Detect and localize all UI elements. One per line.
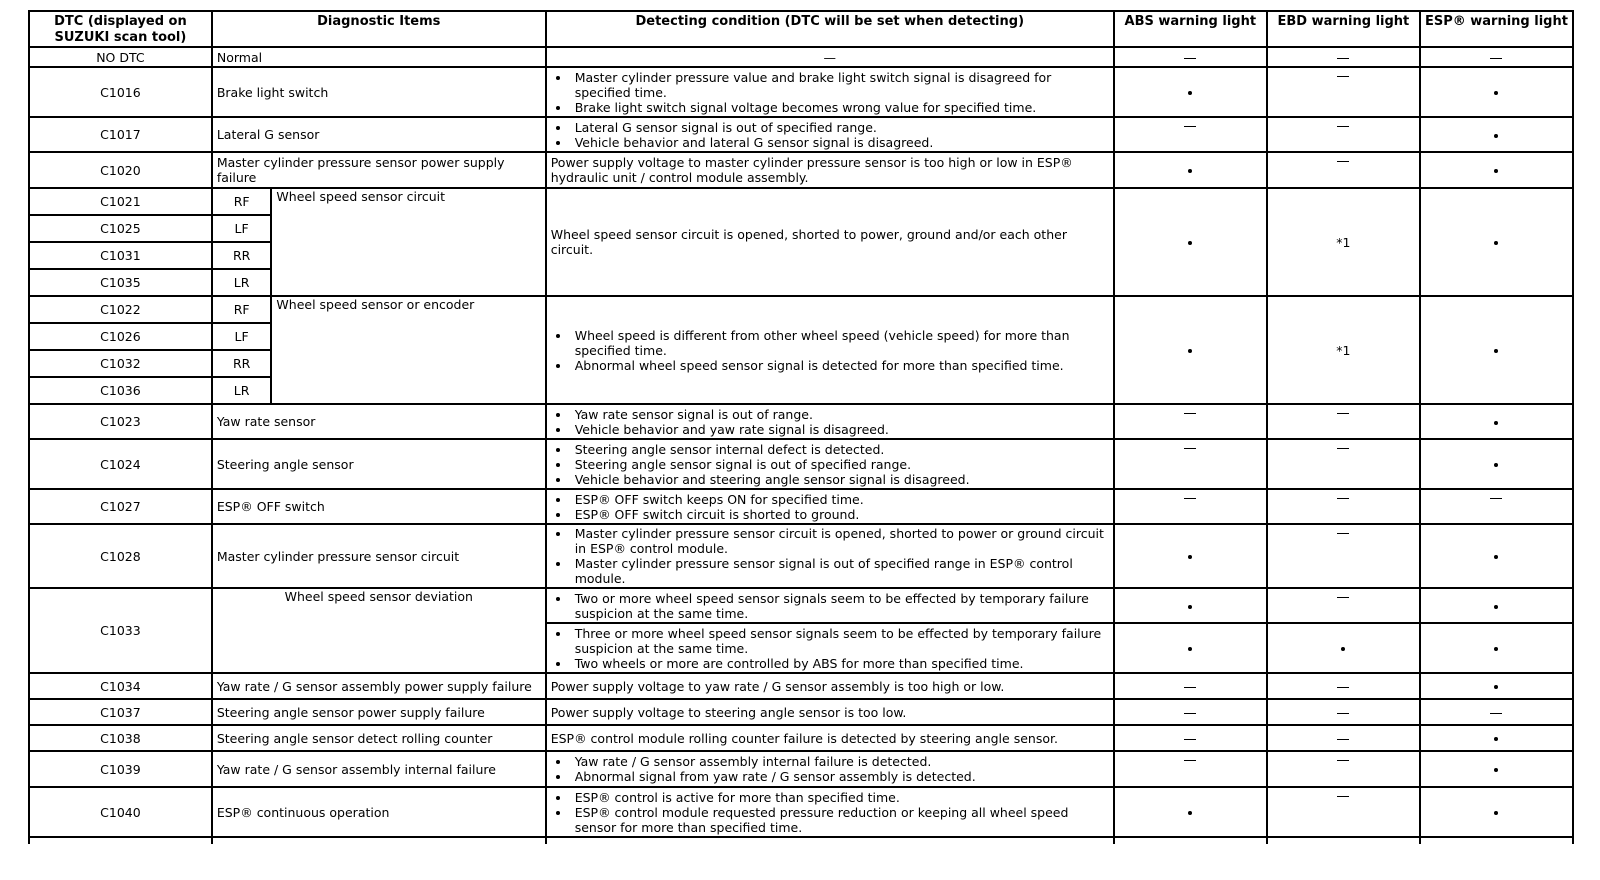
abs-indicator	[1114, 47, 1267, 67]
detecting-condition	[546, 117, 1114, 152]
dtc-code: C1024	[29, 439, 212, 489]
esp-indicator	[1420, 673, 1573, 699]
light-on-dot	[1494, 421, 1498, 425]
light-on-dot	[1494, 685, 1498, 689]
table-row-cutoff	[29, 837, 1573, 844]
ebd-indicator	[1267, 725, 1420, 751]
esp-indicator	[1420, 787, 1573, 837]
abs-indicator	[1114, 588, 1267, 623]
light-on-dot	[1494, 647, 1498, 651]
condition-item: Steering angle sensor internal defect is detected.	[575, 442, 1109, 457]
ebd-indicator	[1267, 67, 1420, 117]
dtc-code: C1034	[29, 673, 212, 699]
detecting-condition	[546, 751, 1114, 787]
esp-indicator	[1420, 152, 1573, 188]
condition-item: ESP® OFF switch keeps ON for specified time.	[575, 492, 1109, 507]
not-applicable-dash	[1490, 713, 1502, 714]
not-applicable-dash	[1337, 739, 1349, 740]
not-applicable-dash	[1337, 413, 1349, 414]
condition-item: Vehicle behavior and steering angle sensor signal is disagreed.	[575, 472, 1109, 487]
not-applicable-dash	[1184, 687, 1196, 688]
ebd-indicator	[1267, 673, 1420, 699]
esp-indicator	[1420, 188, 1573, 296]
footnote-mark: *1	[1336, 342, 1351, 358]
cutoff-cell	[212, 837, 546, 844]
esp-indicator	[1420, 296, 1573, 404]
light-on-dot	[1188, 349, 1192, 353]
ebd-indicator	[1267, 588, 1420, 623]
abs-indicator	[1114, 404, 1267, 439]
light-on-dot	[1494, 349, 1498, 353]
not-applicable-dash	[1184, 739, 1196, 740]
detecting-condition: Power supply voltage to steering angle sensor is too low.	[546, 699, 1114, 725]
header-detecting-condition: Detecting condition (DTC will be set when detecting)	[546, 11, 1114, 47]
header-ebd-light: EBD warning light	[1267, 11, 1420, 47]
abs-indicator	[1114, 524, 1267, 588]
dtc-code: C1035	[29, 269, 212, 296]
detecting-condition: Wheel speed sensor circuit is opened, shorted to power, ground and/or each other circuit.	[546, 188, 1114, 296]
cutoff-cell	[1114, 837, 1267, 844]
not-applicable-dash	[1337, 126, 1349, 127]
abs-indicator	[1114, 751, 1267, 787]
condition-list	[551, 790, 1109, 835]
not-applicable-dash	[1490, 498, 1502, 499]
cutoff-cell	[546, 837, 1114, 844]
esp-indicator	[1420, 751, 1573, 787]
detecting-condition	[546, 296, 1114, 404]
dtc-code: C1033	[29, 588, 212, 673]
condition-item: Abnormal wheel speed sensor signal is detected for more than specified time.	[575, 358, 1109, 373]
abs-indicator	[1114, 699, 1267, 725]
ebd-indicator	[1267, 751, 1420, 787]
light-on-dot	[1188, 91, 1192, 95]
esp-indicator	[1420, 439, 1573, 489]
diagnostic-item: Steering angle sensor power supply failure	[212, 699, 546, 725]
condition-list	[551, 442, 1109, 487]
diagnostic-item: ESP® continuous operation	[212, 787, 546, 837]
diagnostic-item: Wheel speed sensor deviation	[212, 588, 546, 673]
table-row	[29, 152, 1573, 188]
not-applicable-dash	[1184, 498, 1196, 499]
ebd-indicator	[1267, 404, 1420, 439]
condition-list	[551, 328, 1109, 373]
abs-indicator	[1114, 67, 1267, 117]
abs-indicator	[1114, 725, 1267, 751]
table-row	[29, 699, 1573, 725]
condition-list	[551, 70, 1109, 115]
light-on-dot	[1494, 169, 1498, 173]
wheel-position: LR	[212, 377, 272, 404]
dtc-code: NO DTC	[29, 47, 212, 67]
light-on-dot	[1188, 605, 1192, 609]
table-row	[29, 404, 1573, 439]
esp-indicator	[1420, 404, 1573, 439]
table-row	[29, 188, 1573, 215]
condition-list	[551, 626, 1109, 671]
diagnostic-item: Master cylinder pressure sensor circuit	[212, 524, 546, 588]
light-on-dot	[1188, 555, 1192, 559]
ebd-indicator	[1267, 152, 1420, 188]
abs-indicator	[1114, 673, 1267, 699]
light-on-dot	[1188, 811, 1192, 815]
not-applicable-dash	[1337, 687, 1349, 688]
detecting-condition	[546, 439, 1114, 489]
abs-indicator	[1114, 439, 1267, 489]
condition-item: Three or more wheel speed sensor signals seem to be effected by temporary failure suspicion at the same time.	[575, 626, 1109, 656]
abs-indicator	[1114, 489, 1267, 524]
not-applicable-dash	[1337, 796, 1349, 797]
detecting-condition	[546, 588, 1114, 623]
table-row	[29, 67, 1573, 117]
detecting-condition: ESP® control module rolling counter failure is detected by steering angle sensor.	[546, 725, 1114, 751]
not-applicable-dash	[1337, 713, 1349, 714]
table-row	[29, 296, 1573, 323]
wheel-position: LF	[212, 323, 272, 350]
condition-list	[551, 591, 1109, 621]
condition-item: ESP® control is active for more than specified time.	[575, 790, 1109, 805]
table-row	[29, 787, 1573, 837]
light-on-dot	[1494, 811, 1498, 815]
table-row	[29, 524, 1573, 588]
condition-item: Steering angle sensor signal is out of specified range.	[575, 457, 1109, 472]
condition-list	[551, 407, 1109, 437]
diagnostic-item: Brake light switch	[212, 67, 546, 117]
detecting-condition	[546, 524, 1114, 588]
footnote-mark: *1	[1336, 234, 1351, 250]
abs-indicator	[1114, 117, 1267, 152]
esp-indicator	[1420, 588, 1573, 623]
condition-item: Yaw rate sensor signal is out of range.	[575, 407, 1109, 422]
diagnostic-item: Yaw rate / G sensor assembly power supply failure	[212, 673, 546, 699]
dtc-table	[28, 10, 1574, 844]
diagnostic-item: ESP® OFF switch	[212, 489, 546, 524]
condition-item: Master cylinder pressure value and brake light switch signal is disagreed for specified time.	[575, 70, 1109, 100]
not-applicable-dash	[1184, 760, 1196, 761]
dtc-code: C1039	[29, 751, 212, 787]
ebd-indicator	[1267, 489, 1420, 524]
dtc-code: C1021	[29, 188, 212, 215]
condition-list	[551, 526, 1109, 586]
dtc-code: C1028	[29, 524, 212, 588]
diagnostic-item: Normal	[212, 47, 546, 67]
dtc-code: C1032	[29, 350, 212, 377]
light-on-dot	[1494, 737, 1498, 741]
light-on-dot	[1494, 91, 1498, 95]
wheel-position: RR	[212, 350, 272, 377]
not-applicable-dash	[1337, 498, 1349, 499]
not-applicable-dash	[1337, 58, 1349, 59]
dtc-code: C1017	[29, 117, 212, 152]
detecting-condition	[546, 623, 1114, 673]
dtc-code: C1027	[29, 489, 212, 524]
wheel-position: RF	[212, 296, 272, 323]
ebd-indicator	[1267, 524, 1420, 588]
detecting-condition	[546, 404, 1114, 439]
light-on-dot	[1494, 463, 1498, 467]
condition-item: ESP® control module requested pressure reduction or keeping all wheel speed sensor for more than specified time.	[575, 805, 1109, 835]
condition-item: Wheel speed is different from other wheel speed (vehicle speed) for more than specified time.	[575, 328, 1109, 358]
wheel-position: RF	[212, 188, 272, 215]
ebd-indicator	[1267, 439, 1420, 489]
condition-item: Master cylinder pressure sensor signal is out of specified range in ESP® control module.	[575, 556, 1109, 586]
detecting-condition	[546, 787, 1114, 837]
esp-indicator	[1420, 699, 1573, 725]
condition-item: Vehicle behavior and yaw rate signal is disagreed.	[575, 422, 1109, 437]
header-dtc: DTC (displayed on SUZUKI scan tool)	[29, 11, 212, 47]
table-row	[29, 47, 1573, 67]
detecting-condition: Power supply voltage to yaw rate / G sensor assembly is too high or low.	[546, 673, 1114, 699]
wheel-position: LR	[212, 269, 272, 296]
light-on-dot	[1341, 647, 1345, 651]
esp-indicator	[1420, 489, 1573, 524]
cutoff-cell	[1267, 837, 1420, 844]
header-abs-light: ABS warning light	[1114, 11, 1267, 47]
ebd-indicator	[1267, 188, 1420, 296]
condition-list	[551, 754, 1109, 784]
table-row	[29, 489, 1573, 524]
detecting-condition	[546, 67, 1114, 117]
diagnostic-item: Steering angle sensor	[212, 439, 546, 489]
not-applicable-dash	[1337, 597, 1349, 598]
condition-item: Brake light switch signal voltage becomes wrong value for specified time.	[575, 100, 1109, 115]
diagnostic-item: Wheel speed sensor circuit	[271, 188, 545, 296]
table-row	[29, 725, 1573, 751]
light-on-dot	[1494, 605, 1498, 609]
diagnostic-item: Lateral G sensor	[212, 117, 546, 152]
header-row	[29, 11, 1573, 47]
dtc-code: C1036	[29, 377, 212, 404]
abs-indicator	[1114, 188, 1267, 296]
abs-indicator	[1114, 296, 1267, 404]
table-row	[29, 751, 1573, 787]
not-applicable-dash	[1337, 448, 1349, 449]
light-on-dot	[1188, 169, 1192, 173]
esp-indicator	[1420, 623, 1573, 673]
not-applicable-dash	[1184, 448, 1196, 449]
diagnostic-item: Wheel speed sensor or encoder	[271, 296, 545, 404]
abs-indicator	[1114, 787, 1267, 837]
condition-item: Two wheels or more are controlled by ABS for more than specified time.	[575, 656, 1109, 671]
dtc-code: C1037	[29, 699, 212, 725]
not-applicable-dash	[1337, 76, 1349, 77]
table-row	[29, 588, 1573, 623]
esp-indicator	[1420, 117, 1573, 152]
condition-list	[551, 492, 1109, 522]
condition-item: Vehicle behavior and lateral G sensor signal is disagreed.	[575, 135, 1109, 150]
condition-item: Master cylinder pressure sensor circuit is opened, shorted to power or ground circuit in ESP® control module.	[575, 526, 1109, 556]
not-applicable-dash	[1184, 413, 1196, 414]
detecting-condition: —	[546, 47, 1114, 67]
ebd-indicator	[1267, 623, 1420, 673]
condition-item: ESP® OFF switch circuit is shorted to ground.	[575, 507, 1109, 522]
table-row	[29, 117, 1573, 152]
diagnostic-item: Yaw rate / G sensor assembly internal failure	[212, 751, 546, 787]
dtc-code: C1016	[29, 67, 212, 117]
condition-item: Yaw rate / G sensor assembly internal failure is detected.	[575, 754, 1109, 769]
dtc-code: C1026	[29, 323, 212, 350]
condition-list	[551, 120, 1109, 150]
cutoff-cell	[1420, 837, 1573, 844]
not-applicable-dash	[1337, 533, 1349, 534]
dtc-code: C1031	[29, 242, 212, 269]
ebd-indicator	[1267, 787, 1420, 837]
dtc-code: C1025	[29, 215, 212, 242]
light-on-dot	[1494, 241, 1498, 245]
diagnostic-item: Master cylinder pressure sensor power supply failure	[212, 152, 546, 188]
dtc-code: C1020	[29, 152, 212, 188]
table-row	[29, 439, 1573, 489]
condition-item: Two or more wheel speed sensor signals seem to be effected by temporary failure suspicion at the same time.	[575, 591, 1109, 621]
ebd-indicator	[1267, 699, 1420, 725]
not-applicable-dash	[1184, 58, 1196, 59]
not-applicable-dash	[1184, 126, 1196, 127]
wheel-position: LF	[212, 215, 272, 242]
abs-indicator	[1114, 152, 1267, 188]
dtc-code: C1023	[29, 404, 212, 439]
diagnostic-item: Steering angle sensor detect rolling counter	[212, 725, 546, 751]
esp-indicator	[1420, 67, 1573, 117]
ebd-indicator	[1267, 296, 1420, 404]
ebd-indicator	[1267, 117, 1420, 152]
detecting-condition	[546, 489, 1114, 524]
ebd-indicator	[1267, 47, 1420, 67]
esp-indicator	[1420, 47, 1573, 67]
dtc-code: C1022	[29, 296, 212, 323]
light-on-dot	[1188, 241, 1192, 245]
cutoff-cell	[29, 837, 212, 844]
not-applicable-dash	[1184, 713, 1196, 714]
not-applicable-dash	[1337, 161, 1349, 162]
esp-indicator	[1420, 524, 1573, 588]
not-applicable-dash	[1490, 58, 1502, 59]
light-on-dot	[1494, 768, 1498, 772]
condition-item: Abnormal signal from yaw rate / G sensor assembly is detected.	[575, 769, 1109, 784]
header-diagnostic-items: Diagnostic Items	[212, 11, 546, 47]
dtc-code: C1038	[29, 725, 212, 751]
diagnostic-item: Yaw rate sensor	[212, 404, 546, 439]
dtc-code: C1040	[29, 787, 212, 837]
abs-indicator	[1114, 623, 1267, 673]
light-on-dot	[1494, 134, 1498, 138]
detecting-condition: Power supply voltage to master cylinder pressure sensor is too high or low in ESP® hydraulic unit / control module assembly.	[546, 152, 1114, 188]
light-on-dot	[1188, 647, 1192, 651]
not-applicable-dash	[1337, 760, 1349, 761]
light-on-dot	[1494, 555, 1498, 559]
table-row	[29, 673, 1573, 699]
wheel-position: RR	[212, 242, 272, 269]
esp-indicator	[1420, 725, 1573, 751]
header-esp-light: ESP® warning light	[1420, 11, 1573, 47]
condition-item: Lateral G sensor signal is out of specified range.	[575, 120, 1109, 135]
